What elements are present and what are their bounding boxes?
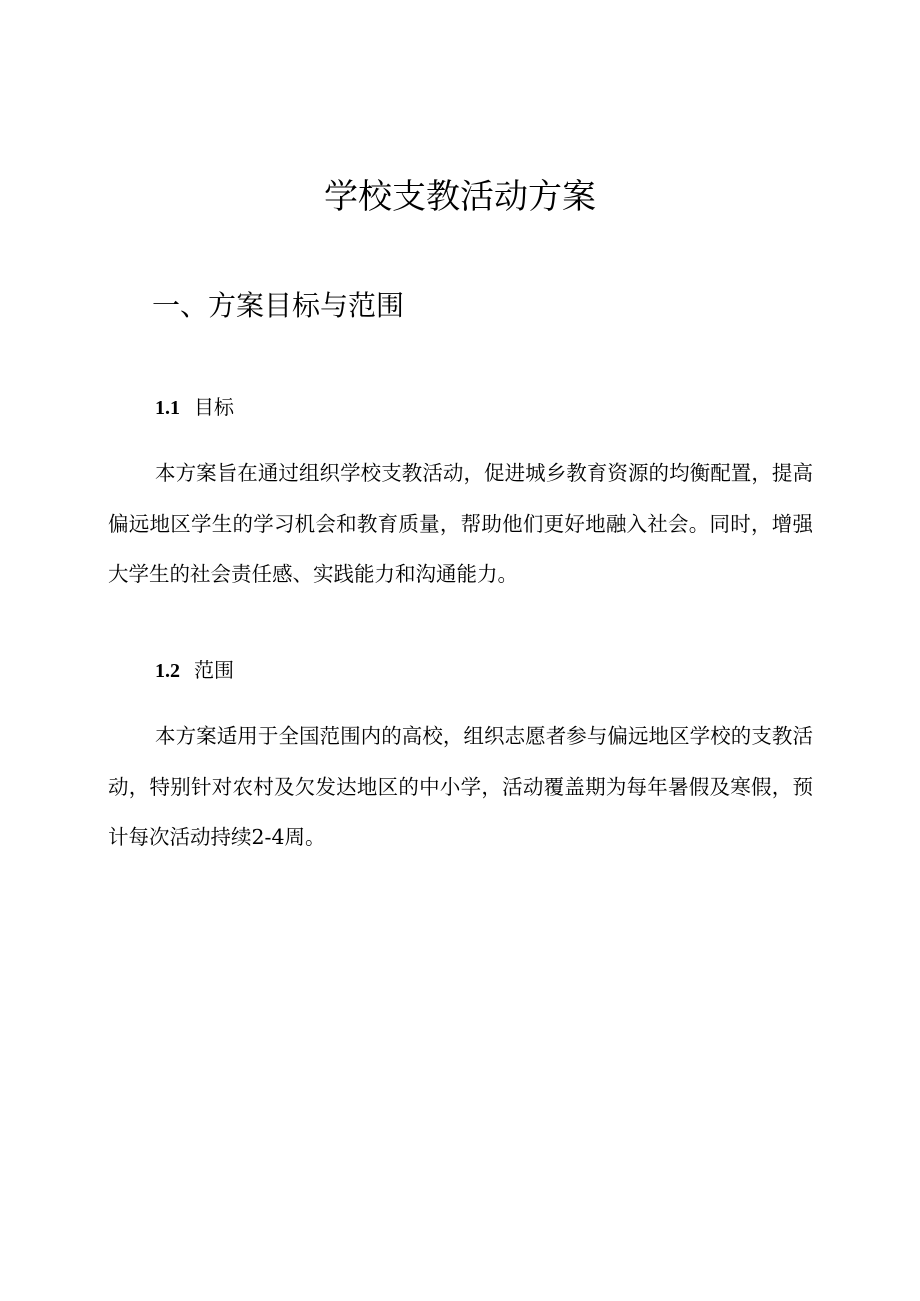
subsection-heading-scope (155, 655, 234, 686)
subsection-number: 1.1 (155, 397, 180, 419)
goal-paragraph: 本方案旨在通过组织学校支教活动，促进城乡教育资源的均衡配置，提高偏远地区学生的学习机会和教育质量，帮助他们更好地融入社会。同时，增强大学生的社会责任感、实践能力和沟通能力。 (108, 461, 813, 586)
subsection-heading-goal (155, 392, 234, 423)
subsection-label: 目标 (194, 395, 234, 419)
subsection-number: 1.2 (155, 660, 180, 682)
section-heading: 一、方案目标与范围 (152, 289, 405, 322)
scope-paragraph: 本方案适用于全国范围内的高校，组织志愿者参与偏远地区学校的支教活动，特别针对农村及欠发达地区的中小学，活动覆盖期为每年暑假及寒假，预计每次活动持续2-4周。 (108, 724, 813, 849)
subsection-label: 范围 (194, 658, 234, 682)
document-title: 学校支教活动方案 (324, 177, 596, 217)
